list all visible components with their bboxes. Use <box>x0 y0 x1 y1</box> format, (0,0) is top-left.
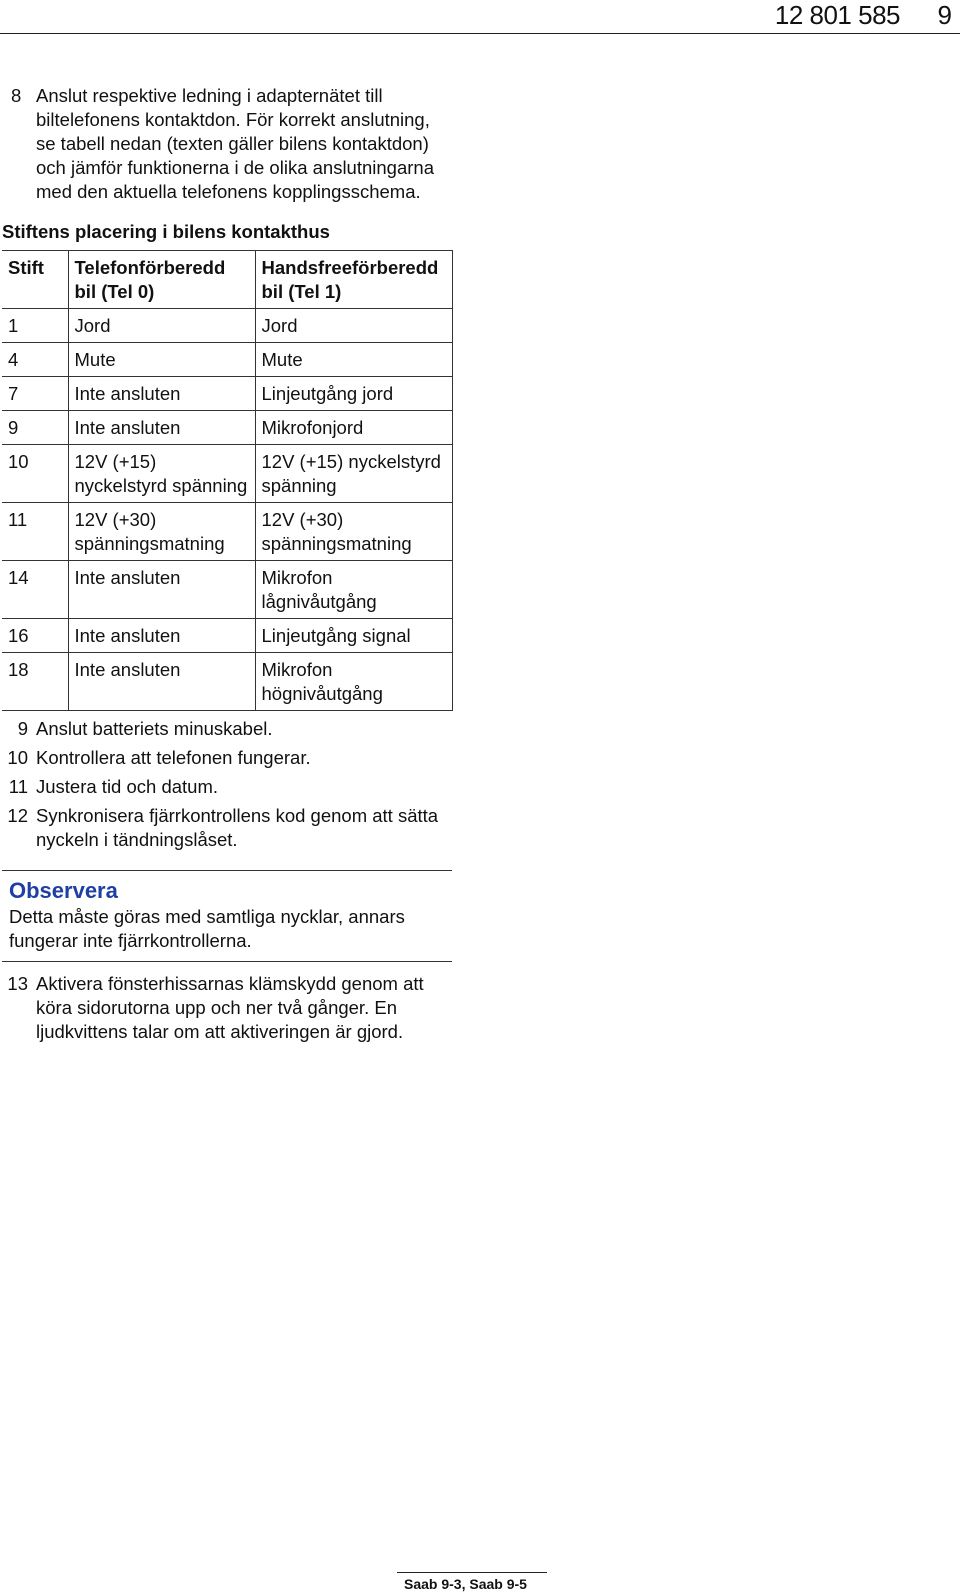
tel0-function: Inte ansluten <box>68 411 255 445</box>
step-item <box>2 775 452 799</box>
step-number: 8 <box>11 85 22 106</box>
pin-number: 18 <box>2 653 68 711</box>
step-item <box>2 972 452 1044</box>
tel0-function: Inte ansluten <box>68 561 255 619</box>
step-text: Aktivera fönsterhissarnas klämskydd genom att köra sidorutorna upp och ner två gånger. En ljudkvittens talar om att aktiveringen är gjord. <box>36 973 424 1042</box>
pin-number: 7 <box>2 377 68 411</box>
step-number: 9 <box>17 718 28 739</box>
footer-model: Saab 9-3, Saab 9-5 <box>404 1576 527 1592</box>
table-row <box>2 377 452 411</box>
pin-number: 4 <box>2 343 68 377</box>
step-text: Anslut respektive ledning i adapternätet till biltelefonens kontaktdon. För korrekt anslutning, se tabell nedan (texten gäller bilens kontaktdon) och jämför funktionerna i de olika anslutningarna med den aktuella telefonens kopplingsschema. <box>36 85 434 202</box>
table-row <box>2 411 452 445</box>
table-row <box>2 309 452 343</box>
step-item <box>2 804 452 852</box>
tel1-function: Jord <box>255 309 452 343</box>
tel0-function: Inte ansluten <box>68 377 255 411</box>
tel1-function: Mikrofonjord <box>255 411 452 445</box>
document-number: 12 801 585 <box>774 0 900 30</box>
table-row <box>2 561 452 619</box>
column-header-tel0: Telefonförberedd bil (Tel 0) <box>68 251 255 309</box>
pin-number: 1 <box>2 309 68 343</box>
step-number: 12 <box>7 805 28 826</box>
main-column <box>2 80 452 1044</box>
tel1-function: 12V (+30) spänningsmatning <box>255 503 452 561</box>
page-header <box>0 0 960 34</box>
step-list <box>2 717 452 852</box>
table-row <box>2 445 452 503</box>
tel0-function: 12V (+15) nyckelstyrd spänning <box>68 445 255 503</box>
page-number: 9 <box>937 0 952 30</box>
tel1-function: Mikrofon lågnivåutgång <box>255 561 452 619</box>
tel1-function: 12V (+15) nyckelstyrd spänning <box>255 445 452 503</box>
tel0-function: Mute <box>68 343 255 377</box>
table-row <box>2 653 452 711</box>
tel1-function: Mikrofon högnivåutgång <box>255 653 452 711</box>
pin-number: 10 <box>2 445 68 503</box>
tel1-function: Linjeutgång jord <box>255 377 452 411</box>
step-text: Kontrollera att telefonen fungerar. <box>36 747 311 768</box>
table-row <box>2 503 452 561</box>
step-item <box>2 84 452 204</box>
step-number: 13 <box>7 973 28 994</box>
tel1-function: Mute <box>255 343 452 377</box>
tel0-function: Jord <box>68 309 255 343</box>
step-text: Anslut batteriets minuskabel. <box>36 718 273 739</box>
step-text: Synkronisera fjärrkontrollens kod genom att sätta nyckeln i tändningslåset. <box>36 805 439 850</box>
tel1-function: Linjeutgång signal <box>255 619 452 653</box>
pin-number: 11 <box>2 503 68 561</box>
step-item <box>2 746 452 770</box>
tel0-function: Inte ansluten <box>68 619 255 653</box>
pin-number: 16 <box>2 619 68 653</box>
footer-divider <box>397 1572 547 1573</box>
column-header-stift: Stift <box>2 251 68 309</box>
column-header-tel1: Handsfreeförberedd bil (Tel 1) <box>255 251 452 309</box>
table-header-row <box>2 251 452 309</box>
table-row <box>2 343 452 377</box>
pin-number: 9 <box>2 411 68 445</box>
tel0-function: Inte ansluten <box>68 653 255 711</box>
table-title: Stiftens placering i bilens kontakthus <box>2 221 330 242</box>
note-text: Detta måste göras med samtliga nycklar, annars fungerar inte fjärrkontrollerna. <box>9 906 405 951</box>
step-number: 10 <box>7 747 28 768</box>
note-title: Observera <box>9 878 118 903</box>
note-box <box>2 870 452 962</box>
tel0-function: 12V (+30) spänningsmatning <box>68 503 255 561</box>
step-item <box>2 717 452 741</box>
pin-number: 14 <box>2 561 68 619</box>
pin-table <box>2 250 453 711</box>
step-text: Justera tid och datum. <box>36 776 219 797</box>
table-row <box>2 619 452 653</box>
step-number: 11 <box>8 776 28 797</box>
